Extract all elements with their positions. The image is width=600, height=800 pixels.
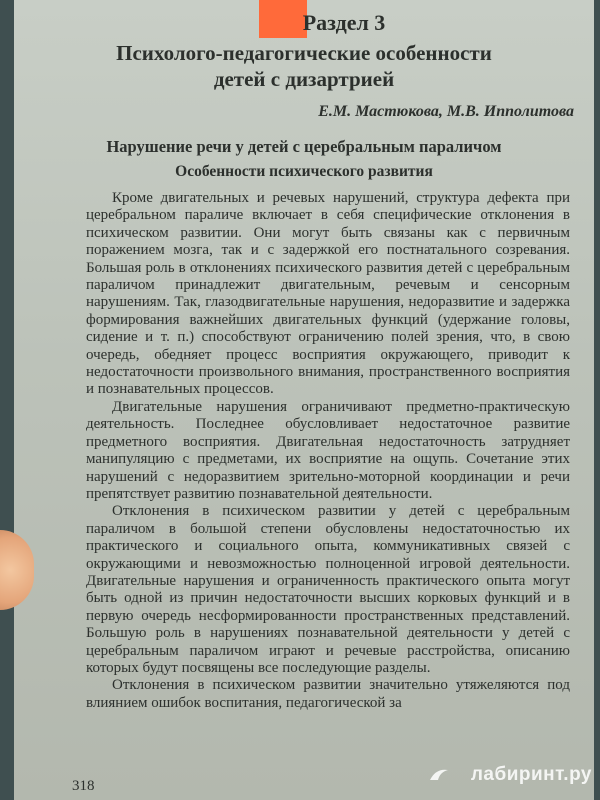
paragraph: Отклонения в психическом развитии у детей с церебральным параличом в большой степени обусловлены недостаточностью их практического и социального опыта, коммуникативных связей с окружающими и невозможностью полноценной игровой деятельности. Двигательные нарушения и ограниченность практического опыта могут быть одной из причин недостаточности высших корковых функций и в первую очередь несформированности пространственных представлений. Большую роль в нарушениях познавательной деятельности у детей с церебральным параличом играют и речевые расстройства, описанию которых будут посвящены все последующие разделы. xyxy=(86,503,570,676)
section-number: Раздел 3 xyxy=(302,10,386,35)
watermark: лабиринт.ру xyxy=(470,764,592,785)
authors: Е.М. Мастюкова, М.В. Ипполитова xyxy=(318,103,574,120)
book-page xyxy=(14,0,594,800)
paragraph: Кроме двигательных и речевых нарушений, структура дефекта при церебральном параличе включает в себя специфические отклонения в психическом развитии. Они могут быть связаны как с первичным поражением мозга, так и с задержкой его постнатального созревания. Большая роль в отклонениях психического развития детей с церебральным параличом принадлежит двигательным, речевым и сенсорным нарушениям. Так, глазодвигательные нарушения, недоразвитие и задержка формирования важнейших двигательных функций (удержание головы, сидение и т. п.) способствуют ограничению полей зрения, что, в свою очередь, обедняет процесс восприятия окружающего, приводит к недостаточности произвольного внимания, пространственного восприятия и познавательных процессов. xyxy=(86,190,570,398)
chapter-title: Нарушение речи у детей с церебральным параличом xyxy=(106,137,502,156)
section-title-line2: детей с дизартрией xyxy=(213,67,395,91)
paragraph: Отклонения в психическом развитии значительно утяжеляются под влиянием ошибок воспитания, педагогической за xyxy=(86,677,570,711)
subsection-title: Особенности психического развития xyxy=(175,163,433,180)
labirint-logo-icon xyxy=(428,766,450,784)
page-number: 318 xyxy=(72,778,95,794)
finger-edge xyxy=(0,530,34,610)
paragraph: Двигательные нарушения ограничивают предметно-практическую деятельность. Последнее обусловливает недостаточное развитие предметного восприятия. Двигательная недостаточность затрудняет манипуляцию с предметами, их восприятие на ощупь. Сочетание этих нарушений с недоразвитием зрительно-моторной координации и речи препятствует развитию познавательной деятельности. xyxy=(86,398,570,502)
body-text xyxy=(86,190,570,712)
section-title-line1: Психолого-педагогические особенности xyxy=(116,41,492,65)
